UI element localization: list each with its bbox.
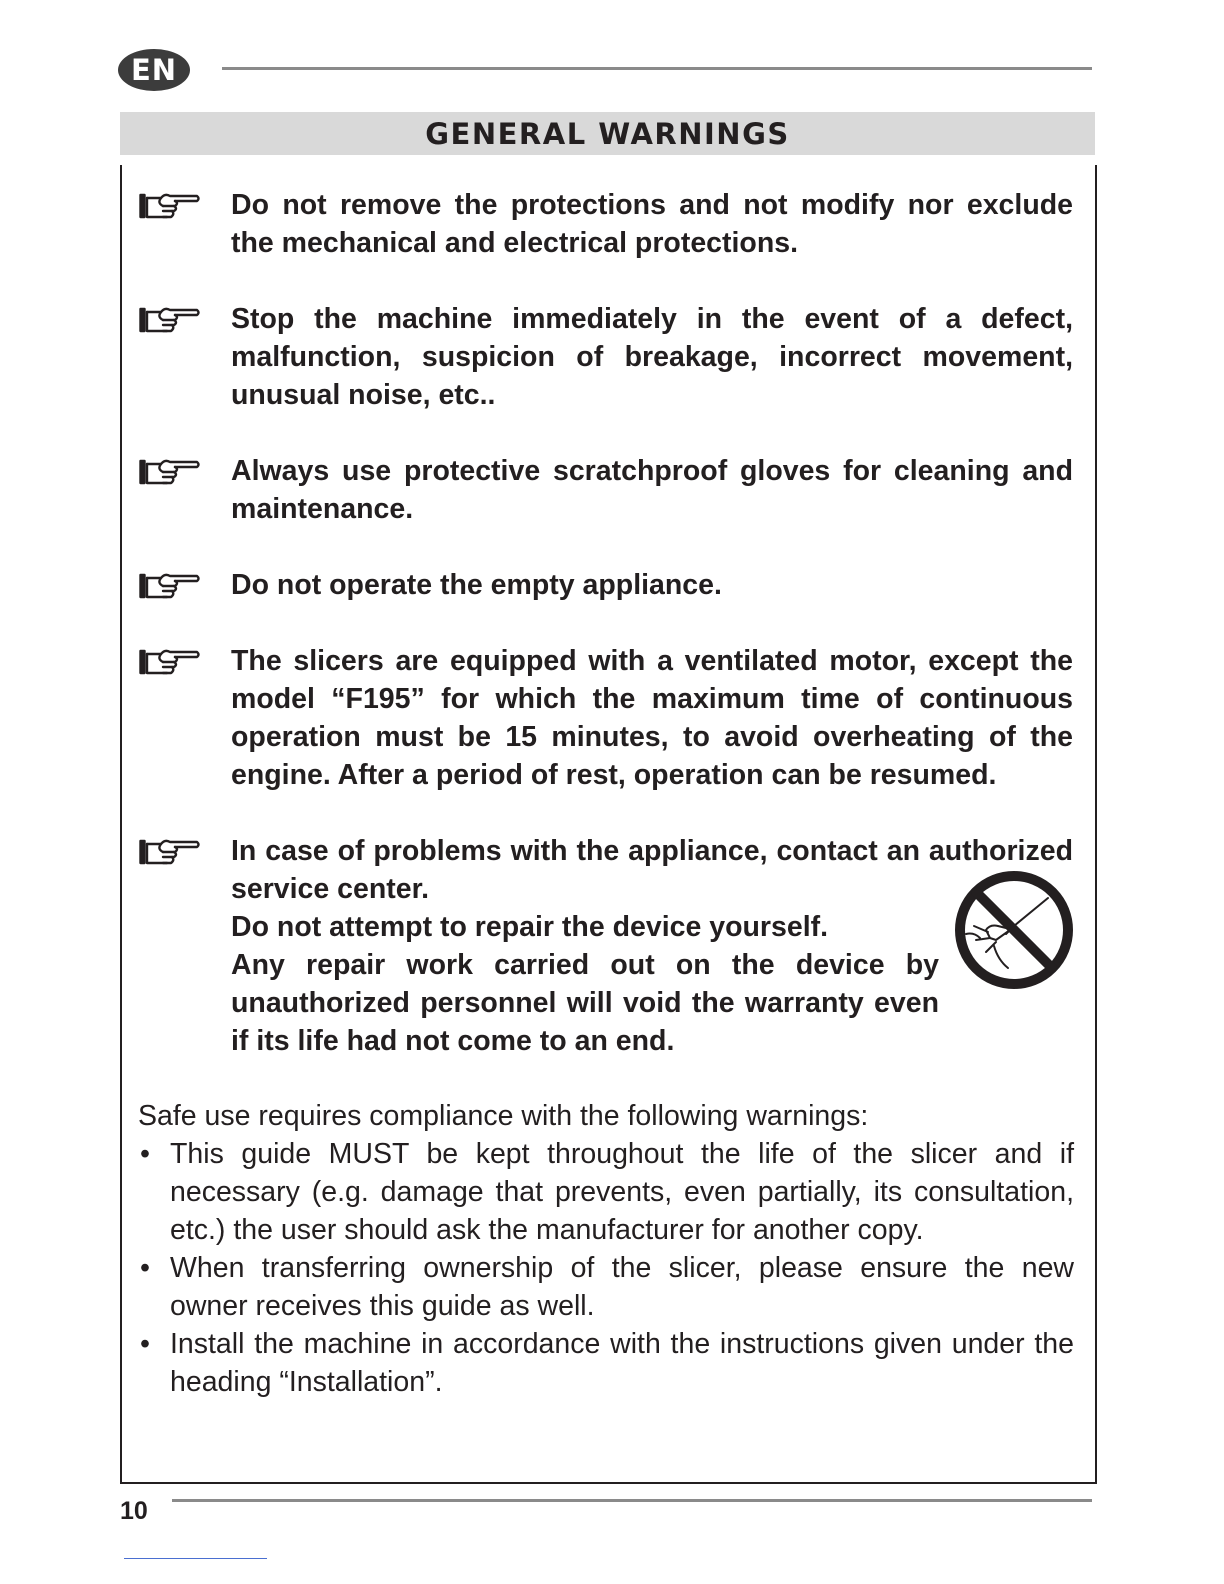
pointing-hand-icon	[139, 305, 201, 335]
warning-text: Do not remove the protections and not modify nor exclude the mechanical and electrical protections.	[231, 189, 1073, 259]
list-item	[138, 1249, 1074, 1325]
bullet-symbol: •	[140, 1138, 150, 1170]
page-number: 10	[120, 1497, 148, 1525]
warning-text: The slicers are equipped with a ventilated motor, except the model “F195” for which the maximum time of continuous operation must be 15 minutes, to avoid overheating of the engine. After a period of rest, operation can be resumed.	[231, 645, 1073, 791]
pointing-hand-icon	[139, 647, 201, 677]
pointing-hand-icon	[139, 837, 201, 867]
warning-text: Stop the machine immediately in the event of a defect, malfunction, suspicion of breakage, incorrect movement, unusual noise, etc..	[231, 303, 1073, 411]
language-badge	[118, 49, 190, 91]
warning-text: In case of problems with the appliance, contact an authorized service center. Do not attempt to repair the device yourself. Any repair work carried out on the device by unauthorized personnel will void the warranty even if its life had not come to an end.	[231, 835, 1073, 1057]
list-item-text: When transferring ownership of the slicer, please ensure the new owner receives this guide as well.	[170, 1252, 1074, 1322]
bullet-symbol: •	[140, 1328, 150, 1360]
safe-use-intro: Safe use requires compliance with the following warnings:	[138, 1100, 869, 1132]
bullet-symbol: •	[140, 1252, 150, 1284]
safe-use-list	[138, 1135, 1074, 1401]
section-title-bar	[120, 112, 1095, 155]
header-rule	[222, 67, 1092, 70]
link-underline	[124, 1558, 267, 1559]
pointing-hand-icon	[139, 191, 201, 221]
section-title: GENERAL WARNINGS	[425, 116, 790, 151]
list-item	[138, 1325, 1074, 1401]
no-self-repair-icon	[952, 868, 1076, 992]
list-item-text: This guide MUST be kept throughout the life of the slicer and if necessary (e.g. damage that prevents, even partially, its consultation, etc.) the user should ask the manufacturer for another copy.	[170, 1138, 1074, 1246]
list-item-text: Install the machine in accordance with the instructions given under the heading “Installation”.	[170, 1328, 1074, 1398]
language-code: EN	[130, 53, 178, 87]
warning-text: Do not operate the empty appliance.	[231, 569, 722, 601]
pointing-hand-icon	[139, 571, 201, 601]
pointing-hand-icon	[139, 457, 201, 487]
list-item	[138, 1135, 1074, 1249]
warning-text: Always use protective scratchproof gloves for cleaning and maintenance.	[231, 455, 1073, 525]
footer-rule	[172, 1499, 1092, 1502]
